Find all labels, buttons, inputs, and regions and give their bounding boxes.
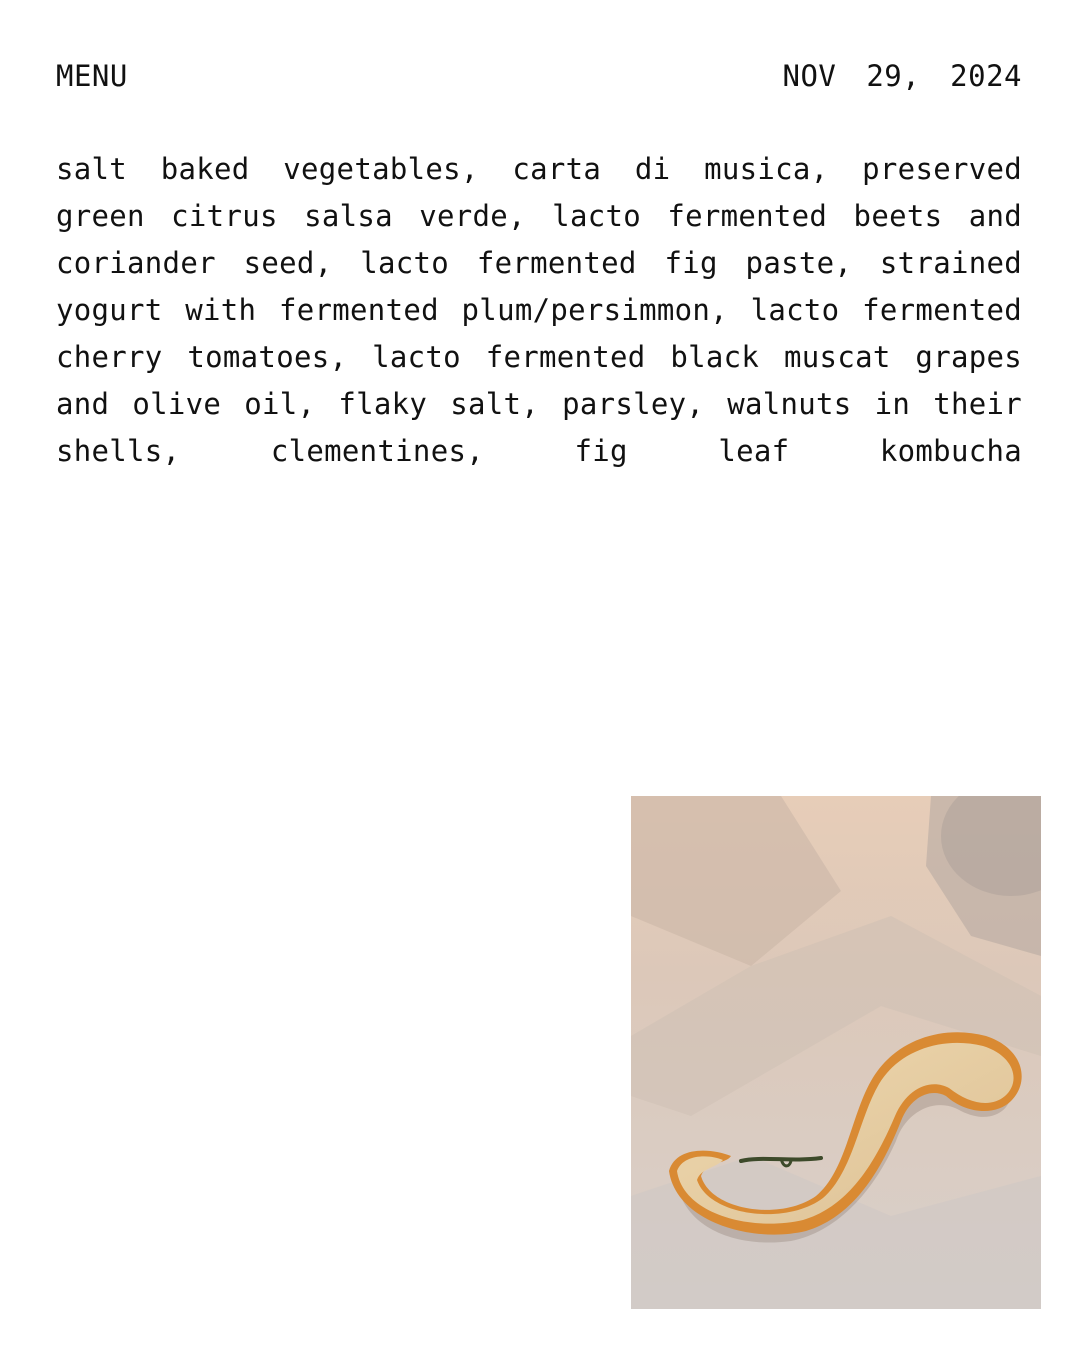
menu-description: salt baked vegetables, carta di musica, preserved green citrus salsa verde, lacto fermented beets and coriander seed, lacto fermented fig paste, strained yogurt with fermented plum/persimmon, lacto fermented cherry tomatoes, lacto fermented black muscat grapes and olive oil, flaky salt, parsley, walnuts in their shells, clementines, fig leaf kombucha bbox=[56, 152, 1022, 468]
header bbox=[56, 56, 1022, 96]
page-title: MENU bbox=[56, 59, 128, 93]
clementine-peel-photo bbox=[631, 796, 1041, 1309]
date-label: NOV 29, 2024 bbox=[782, 59, 1022, 93]
